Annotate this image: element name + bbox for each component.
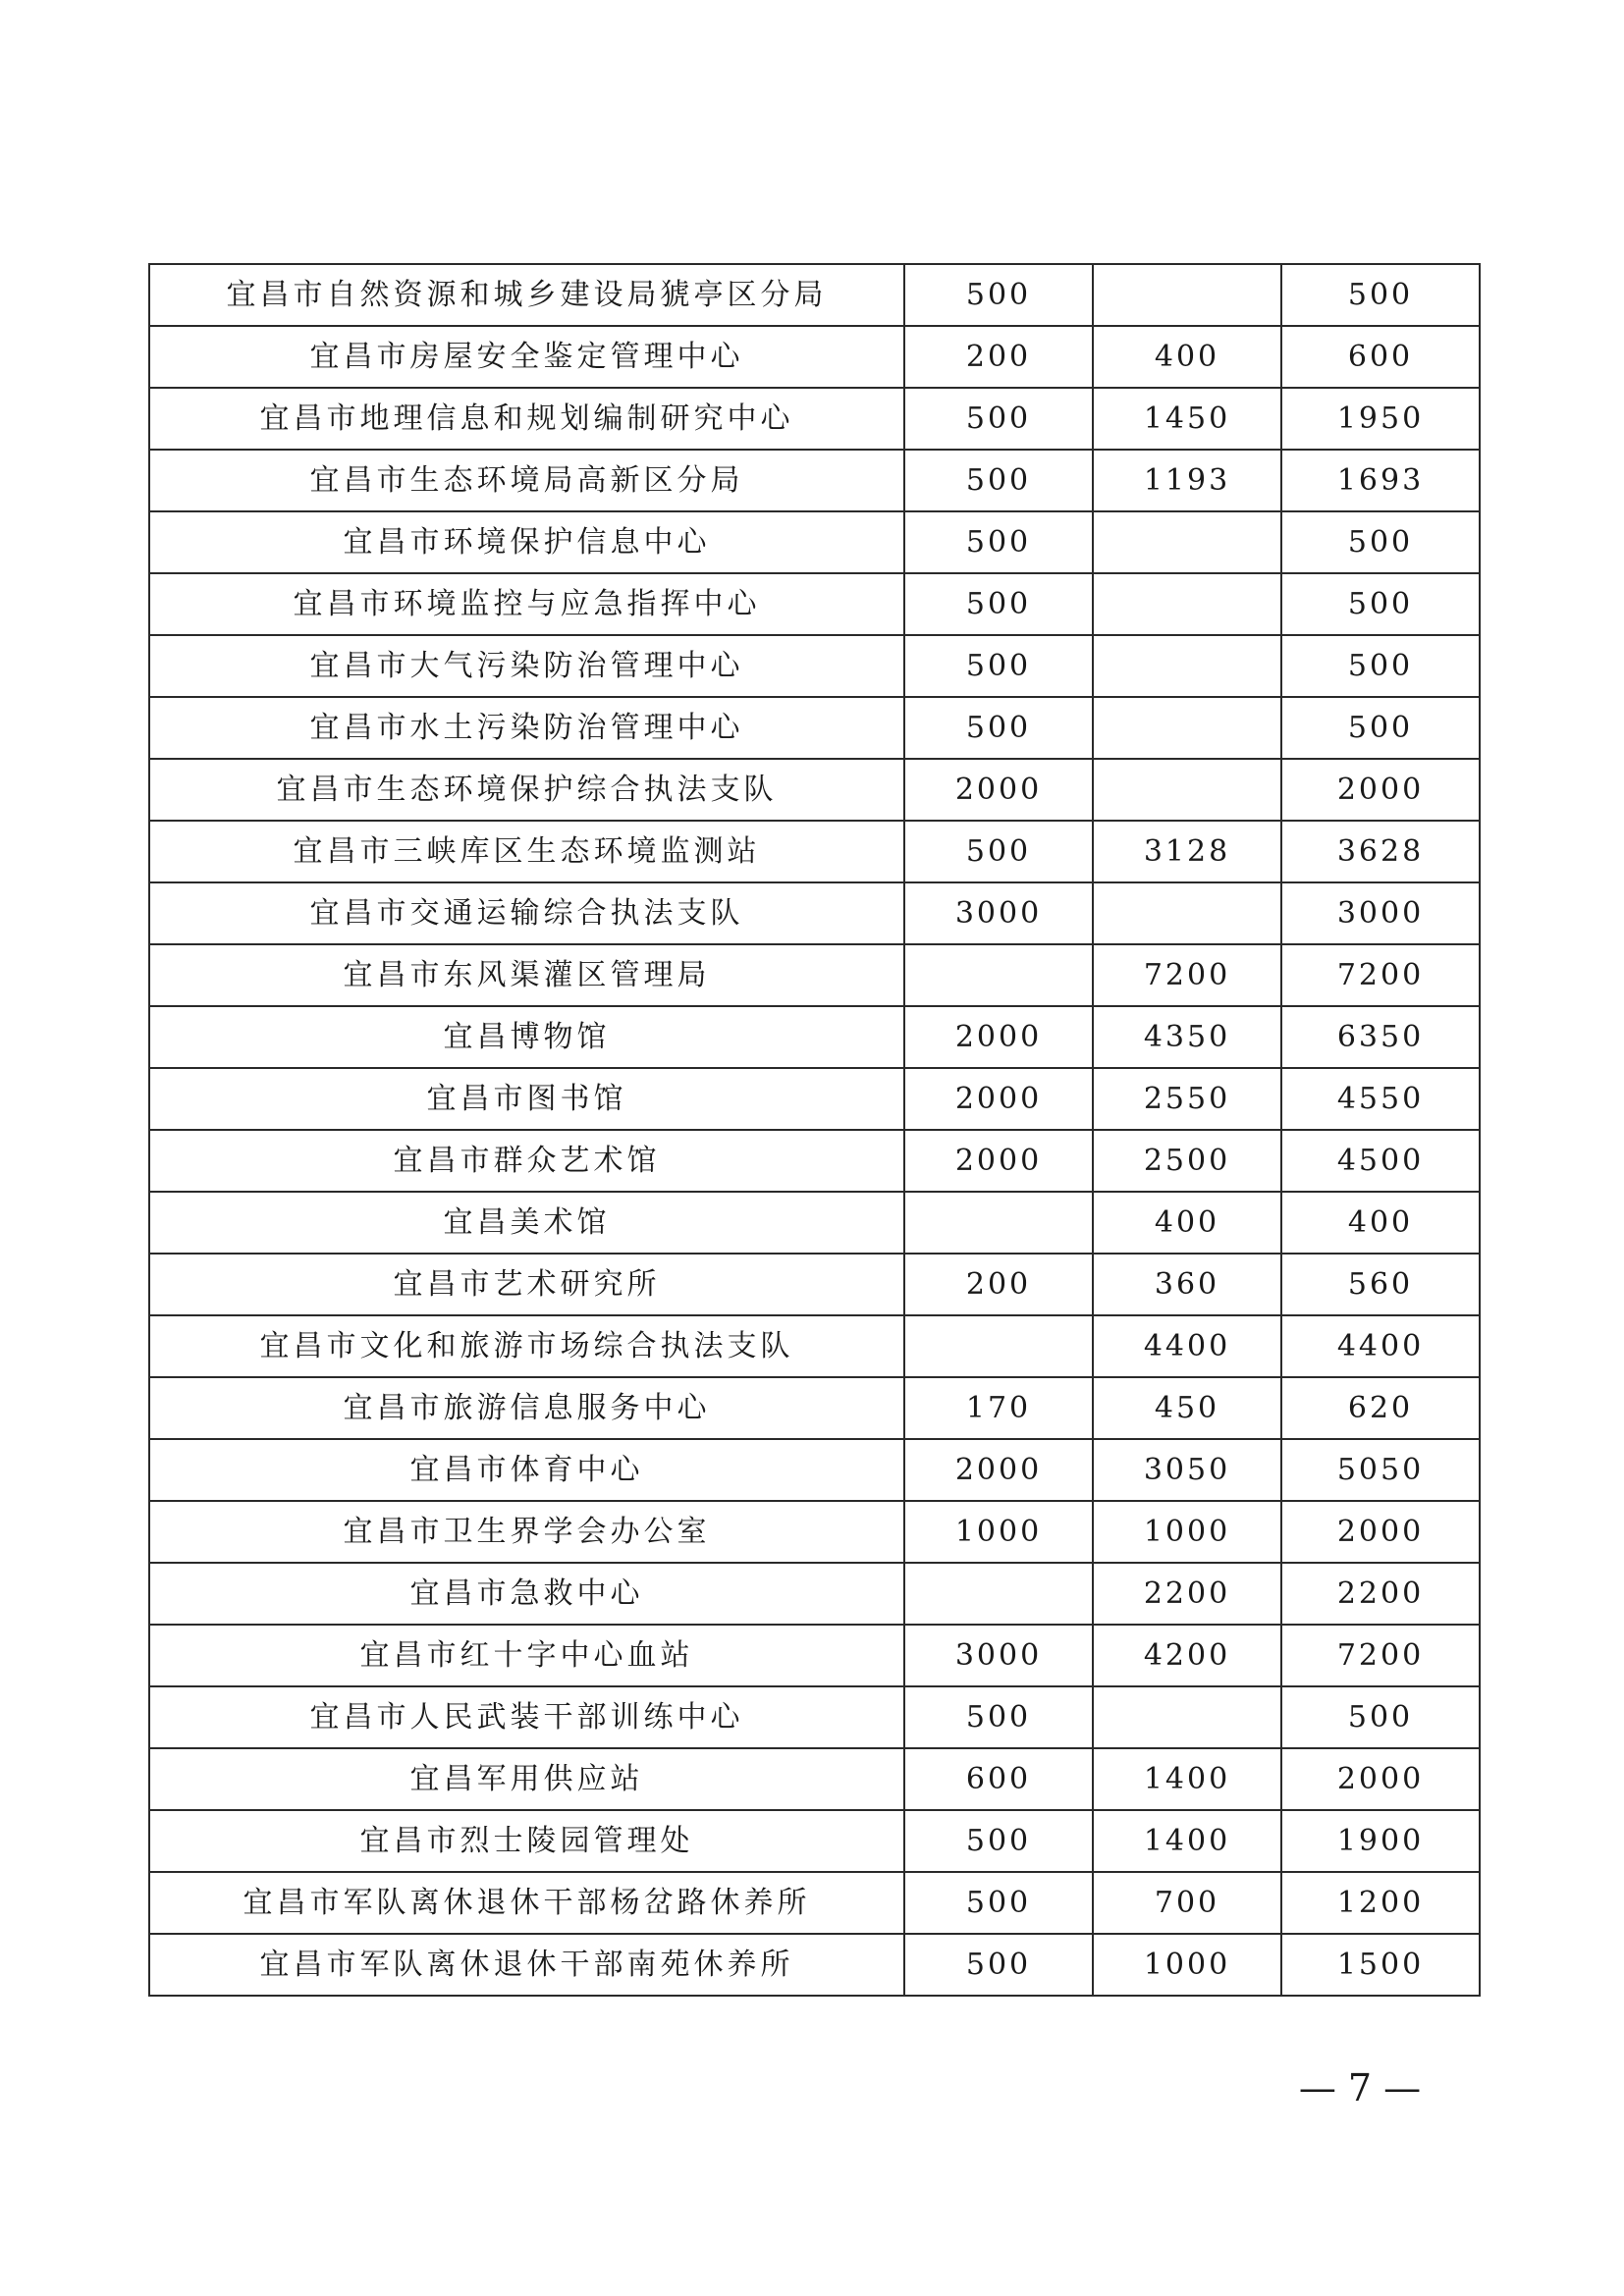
unit-name-cell: 宜昌市红十字中心血站 bbox=[149, 1625, 904, 1686]
value-cell-col2: 7200 bbox=[1093, 944, 1281, 1006]
table-row bbox=[149, 759, 1480, 821]
total-cell: 500 bbox=[1281, 697, 1480, 759]
total-cell: 4500 bbox=[1281, 1130, 1480, 1192]
total-cell: 1693 bbox=[1281, 450, 1480, 511]
table-row bbox=[149, 1810, 1480, 1872]
total-cell: 500 bbox=[1281, 573, 1480, 635]
unit-name-cell: 宜昌市军队离休退休干部杨岔路休养所 bbox=[149, 1872, 904, 1934]
unit-name-cell: 宜昌市烈士陵园管理处 bbox=[149, 1810, 904, 1872]
table-row bbox=[149, 326, 1480, 388]
unit-name-cell: 宜昌市环境监控与应急指挥中心 bbox=[149, 573, 904, 635]
value-cell-col1 bbox=[904, 1315, 1093, 1377]
value-cell-col2: 400 bbox=[1093, 326, 1281, 388]
value-cell-col1: 500 bbox=[904, 697, 1093, 759]
value-cell-col1: 500 bbox=[904, 264, 1093, 326]
value-cell-col2: 3128 bbox=[1093, 821, 1281, 882]
page-number: — 7 — bbox=[1298, 2066, 1422, 2109]
table-row bbox=[149, 388, 1480, 450]
value-cell-col2: 360 bbox=[1093, 1254, 1281, 1315]
table-row bbox=[149, 1192, 1480, 1254]
total-cell: 2000 bbox=[1281, 1748, 1480, 1810]
total-cell: 600 bbox=[1281, 326, 1480, 388]
unit-name-cell: 宜昌市生态环境局高新区分局 bbox=[149, 450, 904, 511]
value-cell-col1: 500 bbox=[904, 635, 1093, 697]
total-cell: 3000 bbox=[1281, 882, 1480, 944]
total-cell: 620 bbox=[1281, 1377, 1480, 1439]
table-row bbox=[149, 573, 1480, 635]
total-cell: 6350 bbox=[1281, 1006, 1480, 1068]
value-cell-col1: 500 bbox=[904, 388, 1093, 450]
table-row bbox=[149, 821, 1480, 882]
total-cell: 500 bbox=[1281, 635, 1480, 697]
unit-name-cell: 宜昌市体育中心 bbox=[149, 1439, 904, 1501]
table-row bbox=[149, 944, 1480, 1006]
total-cell: 1500 bbox=[1281, 1934, 1480, 1996]
value-cell-col2 bbox=[1093, 697, 1281, 759]
value-cell-col2: 450 bbox=[1093, 1377, 1281, 1439]
unit-name-cell: 宜昌博物馆 bbox=[149, 1006, 904, 1068]
table-row bbox=[149, 1130, 1480, 1192]
value-cell-col1: 500 bbox=[904, 821, 1093, 882]
value-cell-col2 bbox=[1093, 882, 1281, 944]
value-cell-col1 bbox=[904, 1192, 1093, 1254]
value-cell-col1: 500 bbox=[904, 511, 1093, 573]
value-cell-col2: 2500 bbox=[1093, 1130, 1281, 1192]
table-row bbox=[149, 1686, 1480, 1748]
unit-name-cell: 宜昌市地理信息和规划编制研究中心 bbox=[149, 388, 904, 450]
value-cell-col1: 500 bbox=[904, 1810, 1093, 1872]
value-cell-col2: 400 bbox=[1093, 1192, 1281, 1254]
value-cell-col2: 1193 bbox=[1093, 450, 1281, 511]
value-cell-col2: 1450 bbox=[1093, 388, 1281, 450]
unit-name-cell: 宜昌市军队离休退休干部南苑休养所 bbox=[149, 1934, 904, 1996]
total-cell: 2200 bbox=[1281, 1563, 1480, 1625]
total-cell: 400 bbox=[1281, 1192, 1480, 1254]
value-cell-col2 bbox=[1093, 635, 1281, 697]
total-cell: 2000 bbox=[1281, 759, 1480, 821]
value-cell-col2: 1000 bbox=[1093, 1501, 1281, 1563]
value-cell-col2 bbox=[1093, 511, 1281, 573]
table-row bbox=[149, 1315, 1480, 1377]
value-cell-col2 bbox=[1093, 759, 1281, 821]
total-cell: 1900 bbox=[1281, 1810, 1480, 1872]
unit-name-cell: 宜昌市文化和旅游市场综合执法支队 bbox=[149, 1315, 904, 1377]
value-cell-col2: 4350 bbox=[1093, 1006, 1281, 1068]
value-cell-col2 bbox=[1093, 1686, 1281, 1748]
table-row bbox=[149, 511, 1480, 573]
value-cell-col2 bbox=[1093, 573, 1281, 635]
table-row bbox=[149, 1625, 1480, 1686]
total-cell: 7200 bbox=[1281, 1625, 1480, 1686]
table-row bbox=[149, 1377, 1480, 1439]
unit-name-cell: 宜昌市水土污染防治管理中心 bbox=[149, 697, 904, 759]
total-cell: 4550 bbox=[1281, 1068, 1480, 1130]
value-cell-col1: 500 bbox=[904, 1934, 1093, 1996]
unit-name-cell: 宜昌市群众艺术馆 bbox=[149, 1130, 904, 1192]
unit-name-cell: 宜昌军用供应站 bbox=[149, 1748, 904, 1810]
unit-name-cell: 宜昌市环境保护信息中心 bbox=[149, 511, 904, 573]
table-row bbox=[149, 882, 1480, 944]
value-cell-col1: 500 bbox=[904, 1686, 1093, 1748]
value-cell-col1 bbox=[904, 944, 1093, 1006]
value-cell-col1: 3000 bbox=[904, 882, 1093, 944]
total-cell: 7200 bbox=[1281, 944, 1480, 1006]
value-cell-col1: 500 bbox=[904, 573, 1093, 635]
table-row bbox=[149, 1068, 1480, 1130]
table-row bbox=[149, 264, 1480, 326]
value-cell-col2: 4200 bbox=[1093, 1625, 1281, 1686]
value-cell-col1 bbox=[904, 1563, 1093, 1625]
value-cell-col1: 1000 bbox=[904, 1501, 1093, 1563]
table-body bbox=[149, 264, 1480, 1996]
value-cell-col1: 2000 bbox=[904, 1068, 1093, 1130]
table-row bbox=[149, 697, 1480, 759]
value-cell-col1: 2000 bbox=[904, 759, 1093, 821]
unit-name-cell: 宜昌美术馆 bbox=[149, 1192, 904, 1254]
table-row bbox=[149, 450, 1480, 511]
value-cell-col1: 500 bbox=[904, 1872, 1093, 1934]
value-cell-col1: 170 bbox=[904, 1377, 1093, 1439]
table-row bbox=[149, 635, 1480, 697]
total-cell: 2000 bbox=[1281, 1501, 1480, 1563]
value-cell-col1: 500 bbox=[904, 450, 1093, 511]
unit-name-cell: 宜昌市三峡库区生态环境监测站 bbox=[149, 821, 904, 882]
table-row bbox=[149, 1563, 1480, 1625]
table-row bbox=[149, 1872, 1480, 1934]
table-row bbox=[149, 1439, 1480, 1501]
unit-name-cell: 宜昌市图书馆 bbox=[149, 1068, 904, 1130]
unit-name-cell: 宜昌市房屋安全鉴定管理中心 bbox=[149, 326, 904, 388]
value-cell-col2: 1000 bbox=[1093, 1934, 1281, 1996]
value-cell-col1: 2000 bbox=[904, 1439, 1093, 1501]
unit-name-cell: 宜昌市大气污染防治管理中心 bbox=[149, 635, 904, 697]
unit-name-cell: 宜昌市卫生界学会办公室 bbox=[149, 1501, 904, 1563]
total-cell: 3628 bbox=[1281, 821, 1480, 882]
total-cell: 1200 bbox=[1281, 1872, 1480, 1934]
value-cell-col2: 2200 bbox=[1093, 1563, 1281, 1625]
value-cell-col2: 2550 bbox=[1093, 1068, 1281, 1130]
allocation-table bbox=[148, 263, 1481, 1997]
value-cell-col1: 200 bbox=[904, 1254, 1093, 1315]
unit-name-cell: 宜昌市人民武装干部训练中心 bbox=[149, 1686, 904, 1748]
value-cell-col1: 2000 bbox=[904, 1006, 1093, 1068]
value-cell-col2: 700 bbox=[1093, 1872, 1281, 1934]
unit-name-cell: 宜昌市急救中心 bbox=[149, 1563, 904, 1625]
unit-name-cell: 宜昌市交通运输综合执法支队 bbox=[149, 882, 904, 944]
total-cell: 1950 bbox=[1281, 388, 1480, 450]
value-cell-col1: 3000 bbox=[904, 1625, 1093, 1686]
value-cell-col2: 4400 bbox=[1093, 1315, 1281, 1377]
unit-name-cell: 宜昌市艺术研究所 bbox=[149, 1254, 904, 1315]
value-cell-col2: 1400 bbox=[1093, 1748, 1281, 1810]
total-cell: 500 bbox=[1281, 1686, 1480, 1748]
unit-name-cell: 宜昌市旅游信息服务中心 bbox=[149, 1377, 904, 1439]
value-cell-col1: 200 bbox=[904, 326, 1093, 388]
value-cell-col1: 2000 bbox=[904, 1130, 1093, 1192]
table-row bbox=[149, 1501, 1480, 1563]
total-cell: 4400 bbox=[1281, 1315, 1480, 1377]
unit-name-cell: 宜昌市东风渠灌区管理局 bbox=[149, 944, 904, 1006]
value-cell-col1: 600 bbox=[904, 1748, 1093, 1810]
table-row bbox=[149, 1748, 1480, 1810]
table-row bbox=[149, 1254, 1480, 1315]
total-cell: 500 bbox=[1281, 511, 1480, 573]
total-cell: 560 bbox=[1281, 1254, 1480, 1315]
total-cell: 5050 bbox=[1281, 1439, 1480, 1501]
total-cell: 500 bbox=[1281, 264, 1480, 326]
value-cell-col2: 3050 bbox=[1093, 1439, 1281, 1501]
value-cell-col2: 1400 bbox=[1093, 1810, 1281, 1872]
unit-name-cell: 宜昌市生态环境保护综合执法支队 bbox=[149, 759, 904, 821]
table-row bbox=[149, 1006, 1480, 1068]
value-cell-col2 bbox=[1093, 264, 1281, 326]
table-row bbox=[149, 1934, 1480, 1996]
unit-name-cell: 宜昌市自然资源和城乡建设局猇亭区分局 bbox=[149, 264, 904, 326]
